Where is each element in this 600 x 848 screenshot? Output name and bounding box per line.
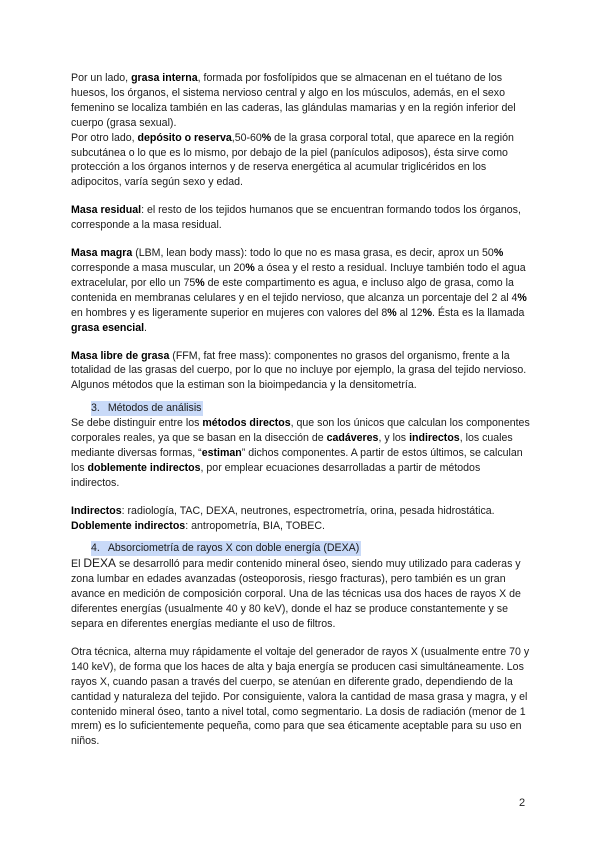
paragraph-dexa-intro: El DEXA se desarrolló para medir contenido mineral óseo, siendo muy utilizado para caderas y zona lumbar en edades avanzadas (osteoporosis, riesgo fracturas), pero también es un gran avance en medición de composición corporal. Una de las técnicas usa dos haces de rayos X de diferentes energías (usualmente 40 y 80 keV), donde el haz se produce constantemente y se separa en diferentes energías mediante el uso de filtros.: [71, 556, 521, 630]
section-heading-3: 3. Métodos de análisis: [91, 402, 202, 415]
paragraph-doubly-indirect-list: Doblemente indirectos: antropometría, BIA, TOBEC.: [71, 519, 325, 532]
paragraph-methods: Se debe distinguir entre los métodos directos, que son los únicos que calculan los componentes corporales reales, ya que se basan en la disección de cadáveres, y los indirectos, los cuales mediante diversas formas, “estiman” dichos componentes. A partir de estos últimos, se calculan los doblemente indirectos, por emplear ecuaciones desarrolladas a partir de métodos indirectos.: [71, 417, 530, 489]
page-number: 2: [519, 797, 526, 809]
paragraph-internal-fat: Por un lado, grasa interna, formada por fosfolípidos que se almacenan en el tuétano de los huesos, los órganos, el sistema nervioso central y algo en los músculos, además, en el sexo femenino se localiza también en las caderas, las glándulas mamarias y en la región inferior del cuerpo (grasa sexual).: [71, 72, 516, 129]
paragraph-indirect-list: Indirectos: radiología, TAC, DEXA, neutrones, espectrometría, orina, pesada hidrostática.: [71, 504, 495, 517]
paragraph-dexa-technique: Otra técnica, alterna muy rápidamente el voltaje del generador de rayos X (usualmente entre 70 y 140 keV), de forma que los haces de alta y baja energía se producen casi simultáneamente. Los rayos X, cuando pasan a través del cuerpo, se atenúan en diferente grado, dependiendo de la cantidad y naturaleza del tejido. Por consiguiente, valora la cantidad de masa grasa y magra, y el contenido mineral óseo, tanto a nivel total, como segmentario. La dosis de radiación (menor de 1 mrem) es lo suficientemente pequeña, como para que sea éticamente aceptable para su uso en niños.: [71, 645, 530, 748]
document-page: [71, 71, 531, 749]
paragraph-lean-mass: Masa magra (LBM, lean body mass): todo lo que no es masa grasa, es decir, aprox un 50% corresponde a masa muscular, un 20% a ósea y el resto a residual. Incluye también todo el agua extracelular, por ello un 75% de este compartimento es agua, e incluso algo de grasa, como la contenida en membranas celulares y en el tejido nervioso, que alcanza un porcentaje del 2 al 4% en hombres y es ligeramente superior en mujeres con valores del 8% al 12%. Ésta es la llamada grasa esencial.: [71, 247, 527, 334]
paragraph-residual-mass: Masa residual: el resto de los tejidos humanos que se encuentran formando todos los órganos, corresponde a la masa residual.: [71, 204, 521, 232]
section-heading-4: 4. Absorciometría de rayos X con doble energía (DEXA): [91, 542, 360, 555]
paragraph-reserve-fat: Por otro lado, depósito o reserva,50-60% de la grasa corporal total, que aparece en la región subcutánea o lo que es lo mismo, por debajo de la piel (panículos adiposos), ésta sirve como protección a los órganos internos y de reserva energética al acumular triglicéridos en los adipocitos, varía según sexo y edad.: [71, 131, 514, 189]
paragraph-fat-free-mass: Masa libre de grasa (FFM, fat free mass): componentes no grasos del organismo, frente a la totalidad de las grasas del cuerpo, por lo que no incluye por ejemplo, la grasa del tejido nervioso. Algunos métodos que la estiman son la bioimpedancia y la densitometría.: [71, 349, 527, 392]
